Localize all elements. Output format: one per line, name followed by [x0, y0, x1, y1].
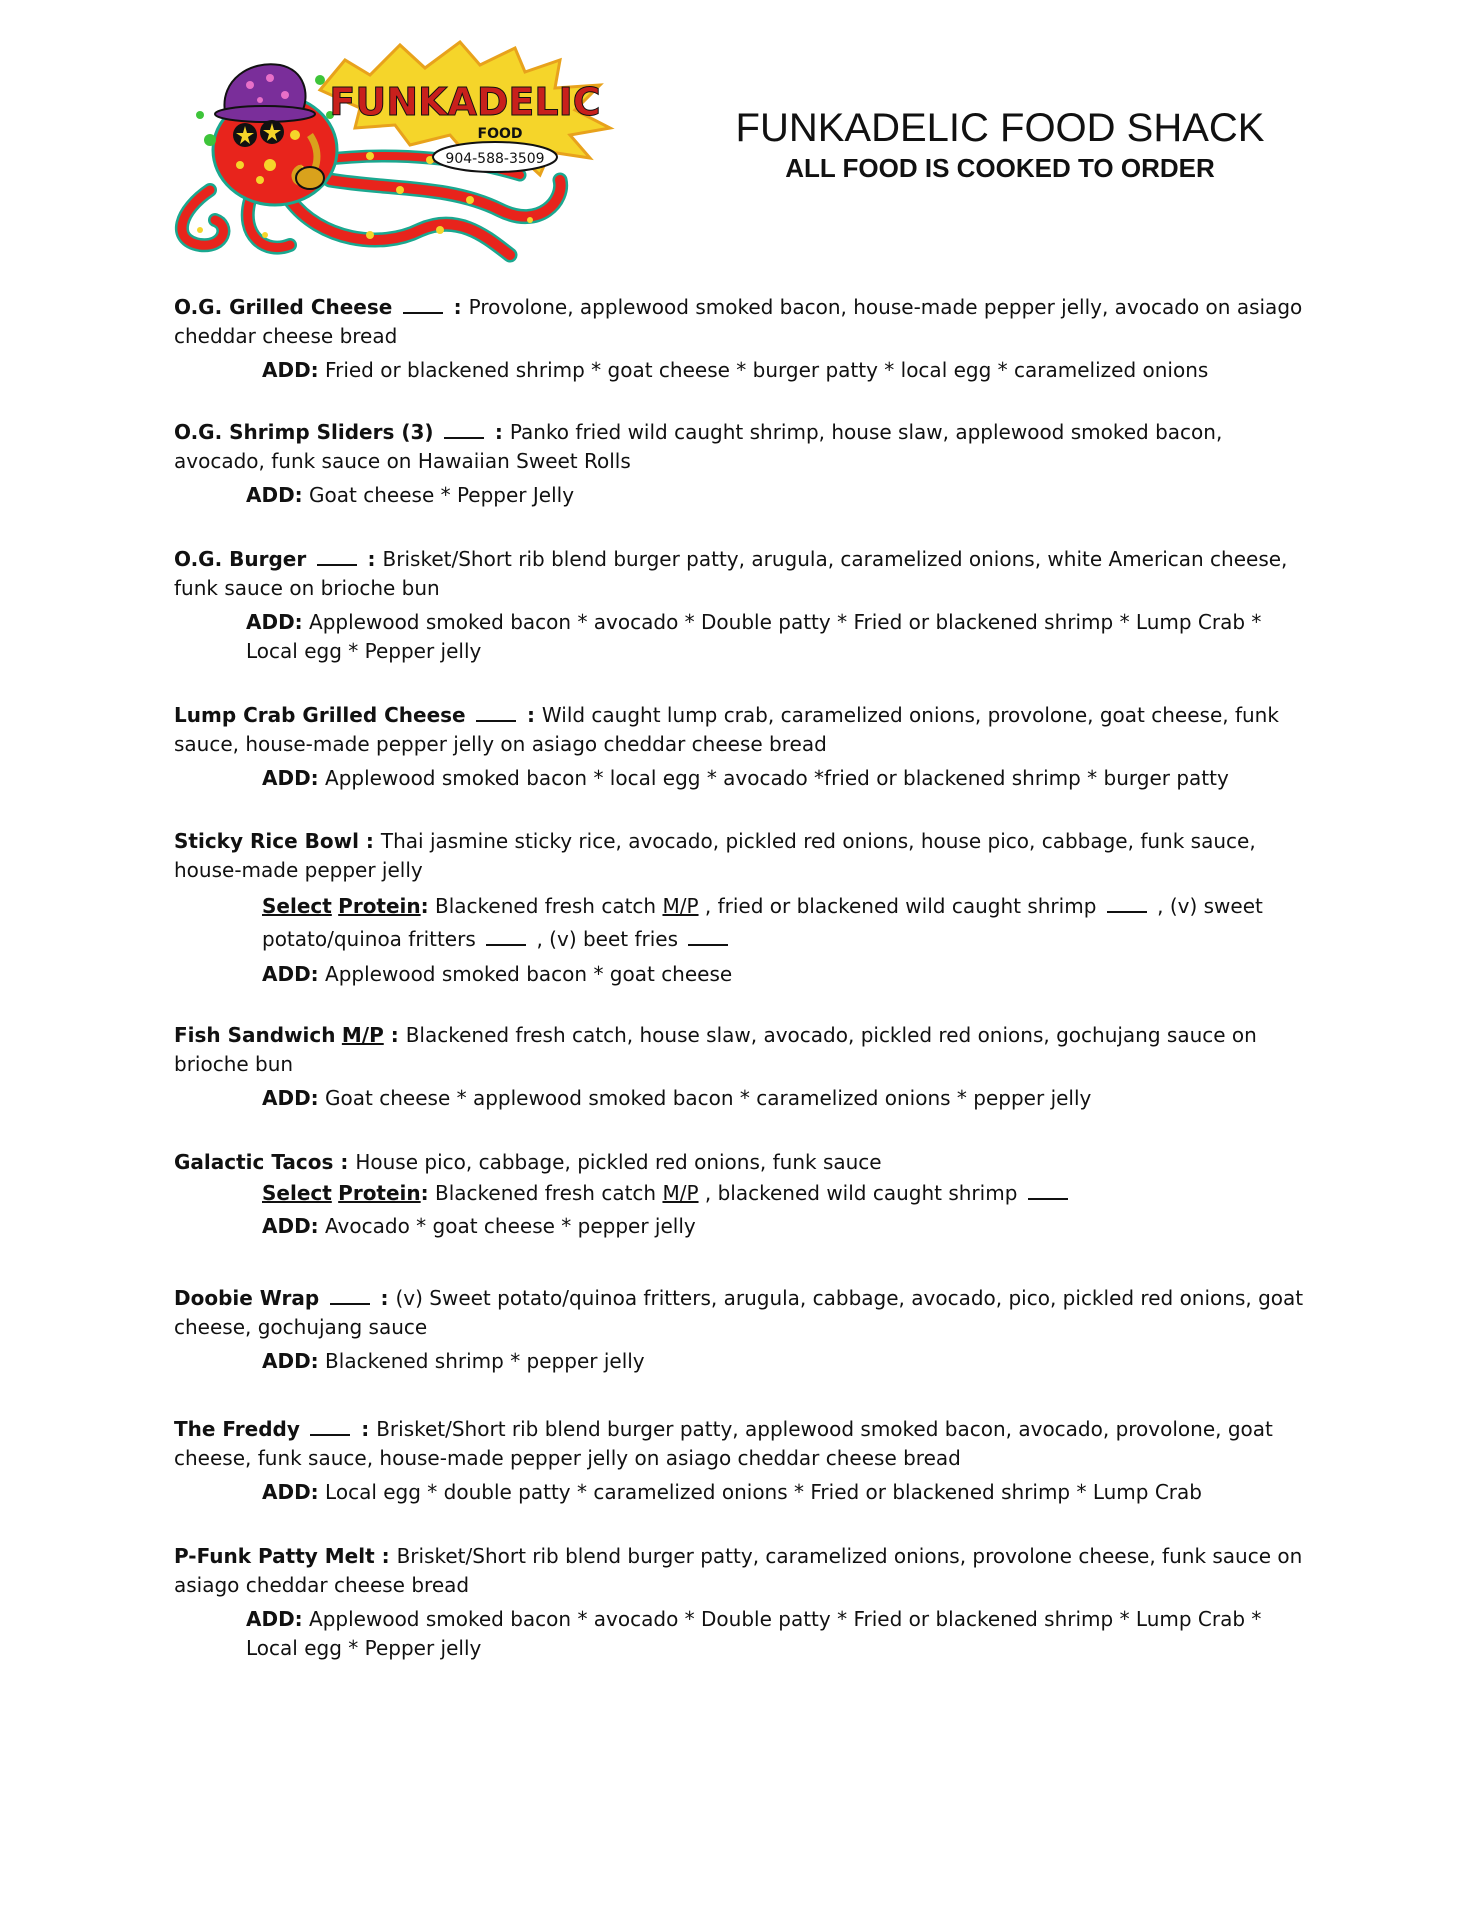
item-desc: Panko fried wild caught shrimp, house slaw, applewood smoked bacon, avocado, funk sauce on Hawaiian Sweet Rolls — [174, 420, 1223, 473]
logo-text: FUNKADELIC — [329, 80, 601, 124]
item-desc: Blackened fresh catch, house slaw, avocado, pickled red onions, gochujang sauce on brioche bun — [174, 1023, 1257, 1076]
add-options: Goat cheese * applewood smoked bacon * caramelized onions * pepper jelly — [325, 1086, 1092, 1110]
add-label: ADD: — [262, 358, 319, 382]
item-desc: Provolone, applewood smoked bacon, house-made pepper jelly, avocado on asiago cheddar cheese bread — [174, 295, 1303, 348]
market-price: M/P — [341, 1023, 384, 1047]
market-price: M/P — [662, 894, 699, 918]
price-blank — [1107, 895, 1147, 913]
item-name: O.G. Grilled Cheese — [174, 295, 393, 319]
add-options: Goat cheese * Pepper Jelly — [309, 483, 575, 507]
logo-phone: 904-588-3509 — [445, 151, 545, 167]
item-desc: Brisket/Short rib blend burger patty, caramelized onions, provolone cheese, funk sauce on asiago cheddar cheese bread — [174, 1544, 1303, 1597]
item-name: Sticky Rice Bowl — [174, 829, 359, 853]
add-options: Local egg * double patty * caramelized onions * Fried or blackened shrimp * Lump Crab — [325, 1480, 1202, 1504]
menu-item-galactic-tacos: Galactic Tacos : House pico, cabbage, pickled red onions, funk sauce Select Protein: Blackened fresh catch M/P , blackened wild caught shrimp ADD: Avocado * goat cheese * pepper jelly — [174, 1148, 1314, 1241]
add-label: ADD: — [262, 766, 319, 790]
protein-option-catch: Blackened fresh catch — [435, 894, 657, 918]
add-options: Applewood smoked bacon * goat cheese — [325, 962, 733, 986]
add-options: Applewood smoked bacon * local egg * avocado *fried or blackened shrimp * burger patty — [325, 766, 1229, 790]
page-subtitle: ALL FOOD IS COOKED TO ORDER — [785, 153, 1215, 183]
menu-item-og-burger: O.G. Burger : Brisket/Short rib blend burger patty, arugula, caramelized onions, white American cheese, funk sauce on brioche bun ADD: Applewood smoked bacon * avocado * Double patty * Fried or blackened shrimp * Lump Crab * Local egg * Pepper jelly — [174, 547, 1288, 663]
item-name: P-Funk Patty Melt — [174, 1544, 375, 1568]
add-options: Blackened shrimp * pepper jelly — [325, 1349, 645, 1373]
page-header — [640, 104, 1360, 184]
select-label: Select — [262, 1181, 332, 1205]
menu-item-og-grilled-cheese: O.G. Grilled Cheese : Provolone, applewood smoked bacon, house-made pepper jelly, avocado on asiago cheddar cheese bread ADD: Fried or blackened shrimp * goat cheese * burger patty * local egg * caramelized onions — [174, 295, 1303, 382]
item-name: O.G. Shrimp Sliders (3) — [174, 420, 434, 444]
menu-item-lump-crab-grilled-cheese: Lump Crab Grilled Cheese : Wild caught lump crab, caramelized onions, provolone, goat cheese, funk sauce, house-made pepper jelly on asiago cheddar cheese bread ADD: Applewood smoked bacon * local egg * avocado *fried or blackened shrimp * burger patty — [174, 703, 1279, 790]
price-blank — [330, 1287, 370, 1305]
item-name: Fish Sandwich — [174, 1023, 336, 1047]
item-desc: Thai jasmine sticky rice, avocado, pickled red onions, house pico, cabbage, funk sauce, house-made pepper jelly — [174, 829, 1256, 882]
add-label: ADD: — [262, 1349, 319, 1373]
item-name: O.G. Burger — [174, 547, 307, 571]
add-options: Applewood smoked bacon * avocado * Double patty * Fried or blackened shrimp * Lump Crab * Local egg * Pepper jelly — [246, 1607, 1262, 1660]
add-label: ADD: — [246, 1607, 303, 1631]
menu-item-the-freddy: The Freddy : Brisket/Short rib blend burger patty, applewood smoked bacon, avocado, provolone, goat cheese, funk sauce, house-made pepper jelly on asiago cheddar cheese bread ADD: Local egg * double patty * caramelized onions * Fried or blackened shrimp * Lump Crab — [174, 1417, 1273, 1504]
logo-subtext: FOOD — [477, 126, 523, 142]
item-name: Galactic Tacos — [174, 1150, 334, 1174]
item-name: Doobie Wrap — [174, 1286, 320, 1310]
add-options: Avocado * goat cheese * pepper jelly — [325, 1214, 696, 1238]
price-blank — [444, 421, 484, 439]
protein-option-shrimp: , blackened wild caught shrimp — [704, 1181, 1018, 1205]
menu-item-doobie-wrap: Doobie Wrap : (v) Sweet potato/quinoa fritters, arugula, cabbage, avocado, pico, pickled red onions, goat cheese, gochujang sauce ADD: Blackened shrimp * pepper jelly — [174, 1286, 1304, 1373]
protein-option-beet-fries: , (v) beet fries — [536, 927, 679, 951]
protein-option-shrimp: , fried or blackened wild caught shrimp — [704, 894, 1097, 918]
add-options: Applewood smoked bacon * avocado * Double patty * Fried or blackened shrimp * Lump Crab * Local egg * Pepper jelly — [246, 610, 1262, 663]
add-label: ADD: — [262, 962, 319, 986]
price-blank — [1028, 1182, 1068, 1200]
item-desc: (v) Sweet potato/quinoa fritters, arugula, cabbage, avocado, pico, pickled red onions, goat cheese, gochujang sauce — [174, 1286, 1304, 1339]
add-label: ADD: — [246, 610, 303, 634]
add-label: ADD: — [262, 1480, 319, 1504]
price-blank — [486, 928, 526, 946]
price-blank — [317, 548, 357, 566]
price-blank — [476, 704, 516, 722]
page-title: FUNKADELIC FOOD SHACK — [735, 106, 1265, 150]
add-options: Fried or blackened shrimp * goat cheese * burger patty * local egg * caramelized onions — [325, 358, 1209, 382]
price-blank — [310, 1418, 350, 1436]
menu-item-p-funk-patty-melt: P-Funk Patty Melt : Brisket/Short rib blend burger patty, caramelized onions, provolone cheese, funk sauce on asiago cheddar cheese bread ADD: Applewood smoked bacon * avocado * Double patty * Fried or blackened shrimp * Lump Crab * Local egg * Pepper jelly — [174, 1544, 1303, 1660]
protein-label: Protein — [338, 1181, 421, 1205]
add-label: ADD: — [262, 1086, 319, 1110]
protein-option-fritters: , (v) sweet potato/quinoa fritters — [262, 894, 1263, 951]
item-desc: Brisket/Short rib blend burger patty, applewood smoked bacon, avocado, provolone, goat cheese, funk sauce, house-made pepper jelly on asiago cheddar cheese bread — [174, 1417, 1273, 1470]
item-name: The Freddy — [174, 1417, 300, 1441]
funkadelic-logo — [170, 40, 620, 265]
menu-item-og-shrimp-sliders: O.G. Shrimp Sliders (3) : Panko fried wild caught shrimp, house slaw, applewood smoked bacon, avocado, funk sauce on Hawaiian Sweet Rolls ADD: Goat cheese * Pepper Jelly — [174, 420, 1223, 507]
add-label: ADD: — [246, 483, 303, 507]
market-price: M/P — [662, 1181, 699, 1205]
price-blank — [403, 296, 443, 314]
select-label: Select — [262, 894, 332, 918]
item-desc: Brisket/Short rib blend burger patty, arugula, caramelized onions, white American cheese, funk sauce on brioche bun — [174, 547, 1288, 600]
add-label: ADD: — [262, 1214, 319, 1238]
item-desc: House pico, cabbage, pickled red onions, funk sauce — [355, 1150, 882, 1174]
item-name: Lump Crab Grilled Cheese — [174, 703, 466, 727]
item-desc: Wild caught lump crab, caramelized onions, provolone, goat cheese, funk sauce, house-made pepper jelly on asiago cheddar cheese bread — [174, 703, 1279, 756]
menu-item-fish-sandwich: Fish Sandwich M/P : Blackened fresh catch, house slaw, avocado, pickled red onions, gochujang sauce on brioche bun ADD: Goat cheese * applewood smoked bacon * caramelized onions * pepper jelly — [174, 1023, 1257, 1110]
menu-item-sticky-rice-bowl: Sticky Rice Bowl : Thai jasmine sticky rice, avocado, pickled red onions, house pico, cabbage, funk sauce, house-made pepper jelly Select Protein: Blackened fresh catch M/P , fried or blackened wild caught shrimp , (v) sweet potato/quinoa fritters , (v) beet fries ADD: Applewood smoked bacon * goat cheese — [174, 829, 1263, 986]
protein-option-catch: Blackened fresh catch — [435, 1181, 657, 1205]
protein-label: Protein — [338, 894, 421, 918]
price-blank — [688, 928, 728, 946]
